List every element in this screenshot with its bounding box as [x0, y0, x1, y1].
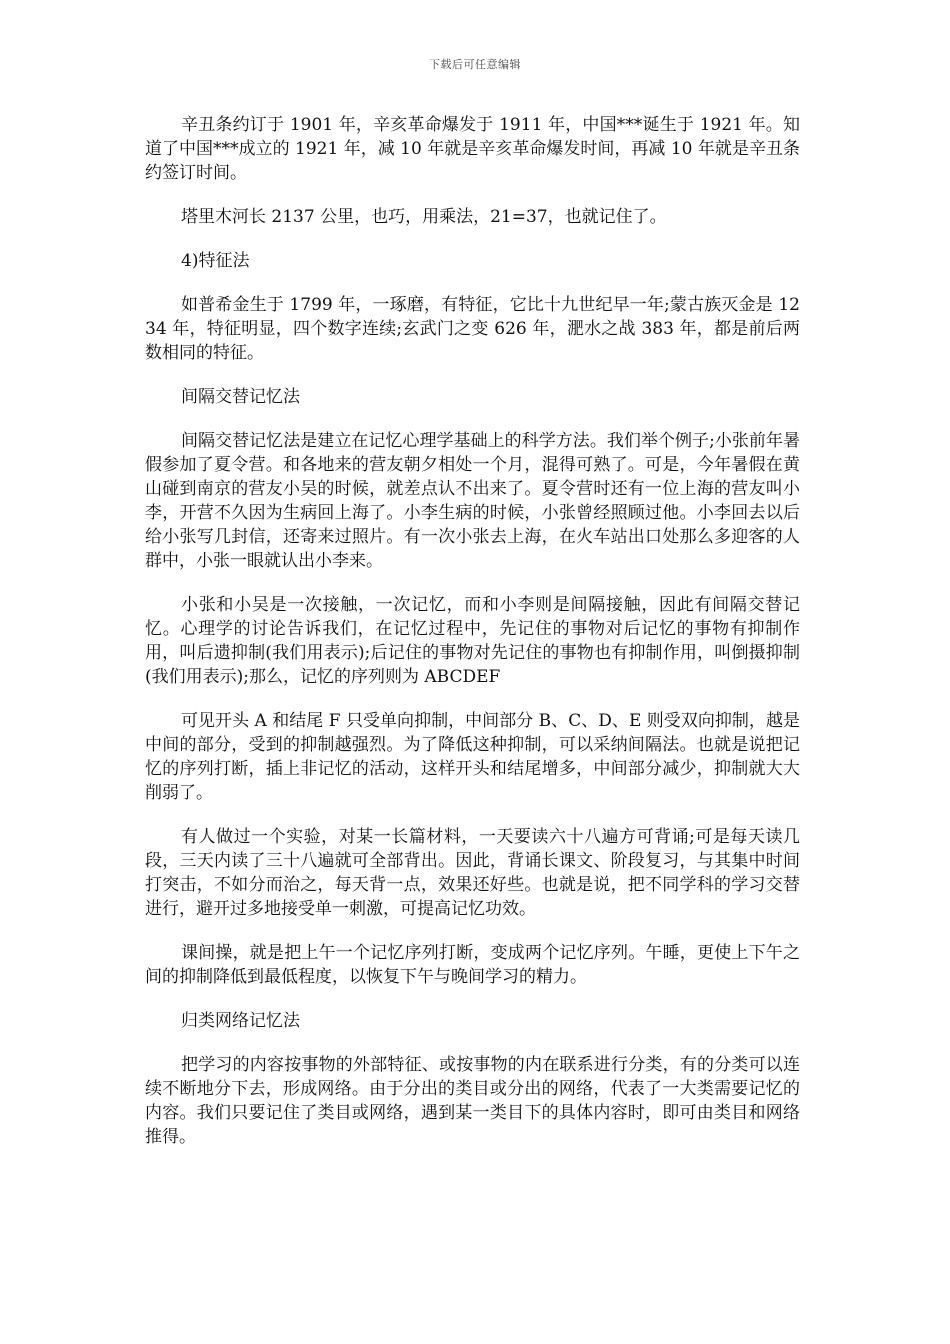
- section-heading-interval-method: 间隔交替记忆法: [181, 387, 300, 407]
- paragraph-bidirectional-inhibition: 可见开头 A 和结尾 F 只受单向抑制，中间部分 B、C、D、E 则受双向抑制，越是中间的部分，受到的抑制越强烈。为了降低这种抑制，可以采纳间隔法。也就是说把记忆的序列打断，插上非记忆的活动，这样开头和结尾增多，中间部分减少，抑制就大大削弱了。: [145, 711, 800, 803]
- paragraph-feature-examples: 如普希金生于 1799 年，一琢磨，有特征，它比十九世纪早一年;蒙古族灭金是 1234 年，特征明显，四个数字连续;玄武门之变 626 年，淝水之战 383 年，都是前后两数相同的特征。: [145, 295, 800, 363]
- paragraph-interval-example: 间隔交替记忆法是建立在记忆心理学基础上的科学方法。我们举个例子;小张前年暑假参加了夏令营。和各地来的营友朝夕相处一个月，混得可熟了。可是，今年暑假在黄山碰到南京的营友小吴的时候，就差点认不出来了。夏令营时还有一位上海的营友叫小李，开营不久因为生病回上海了。小李生病的时候，小张曾经照顾过他。小李回去以后给小张写几封信，还寄来过照片。有一次小张去上海，在火车站出口处那么多迎客的人群中，小张一眼就认出小李来。: [145, 431, 800, 571]
- paragraph-experiment: 有人做过一个实验，对某一长篇材料，一天要读六十八遍方可背诵;可是每天读几段，三天内读了三十八遍就可全部背出。因此，背诵长课文、阶段复习，与其集中时间打突击，不如分而治之，每天背一点，效果还好些。也就是说，把不同学科的学习交替进行，避开过多地接受单一刺激，可提高记忆功效。: [145, 827, 800, 919]
- section-heading-feature-method: 4)特征法: [181, 251, 250, 271]
- paragraph-break-exercise: 课间操，就是把上午一个记忆序列打断，变成两个记忆序列。午睡，更使上下午之间的抑制降低到最低程度，以恢复下午与晚间学习的精力。: [145, 943, 800, 987]
- document-body: [145, 113, 800, 1169]
- paragraph-tarim-river: 塔里木河长 2137 公里，也巧，用乘法，21=37，也就记住了。: [181, 207, 667, 227]
- paragraph-inhibition: 小张和小吴是一次接触，一次记忆，而和小李则是间隔接触，因此有间隔交替记忆。心理学的讨论告诉我们，在记忆过程中，先记住的事物对后记忆的事物有抑制作用，叫后遗抑制(我们用表示);后记住的事物对先记住的事物也有抑制作用，叫倒摄抑制(我们用表示);那么，记忆的序列则为 ABCDEF: [145, 595, 800, 687]
- paragraph-dates: 辛丑条约订于 1901 年，辛亥革命爆发于 1911 年，中国***诞生于 1921 年。知道了中国***成立的 1921 年，减 10 年就是辛亥革命爆发时间，再减 10 年就是辛丑条约签订时间。: [145, 115, 800, 183]
- paragraph-network-description: 把学习的内容按事物的外部特征、或按事物的内在联系进行分类，有的分类可以连续不断地分下去，形成网络。由于分出的类目或分出的网络，代表了一大类需要记忆的内容。我们只要记住了类目或网络，遇到某一类目下的具体内容时，即可由类目和网络推得。: [145, 1055, 800, 1147]
- page-header: 下载后可任意编辑: [429, 58, 521, 71]
- section-heading-network-method: 归类网络记忆法: [181, 1011, 300, 1031]
